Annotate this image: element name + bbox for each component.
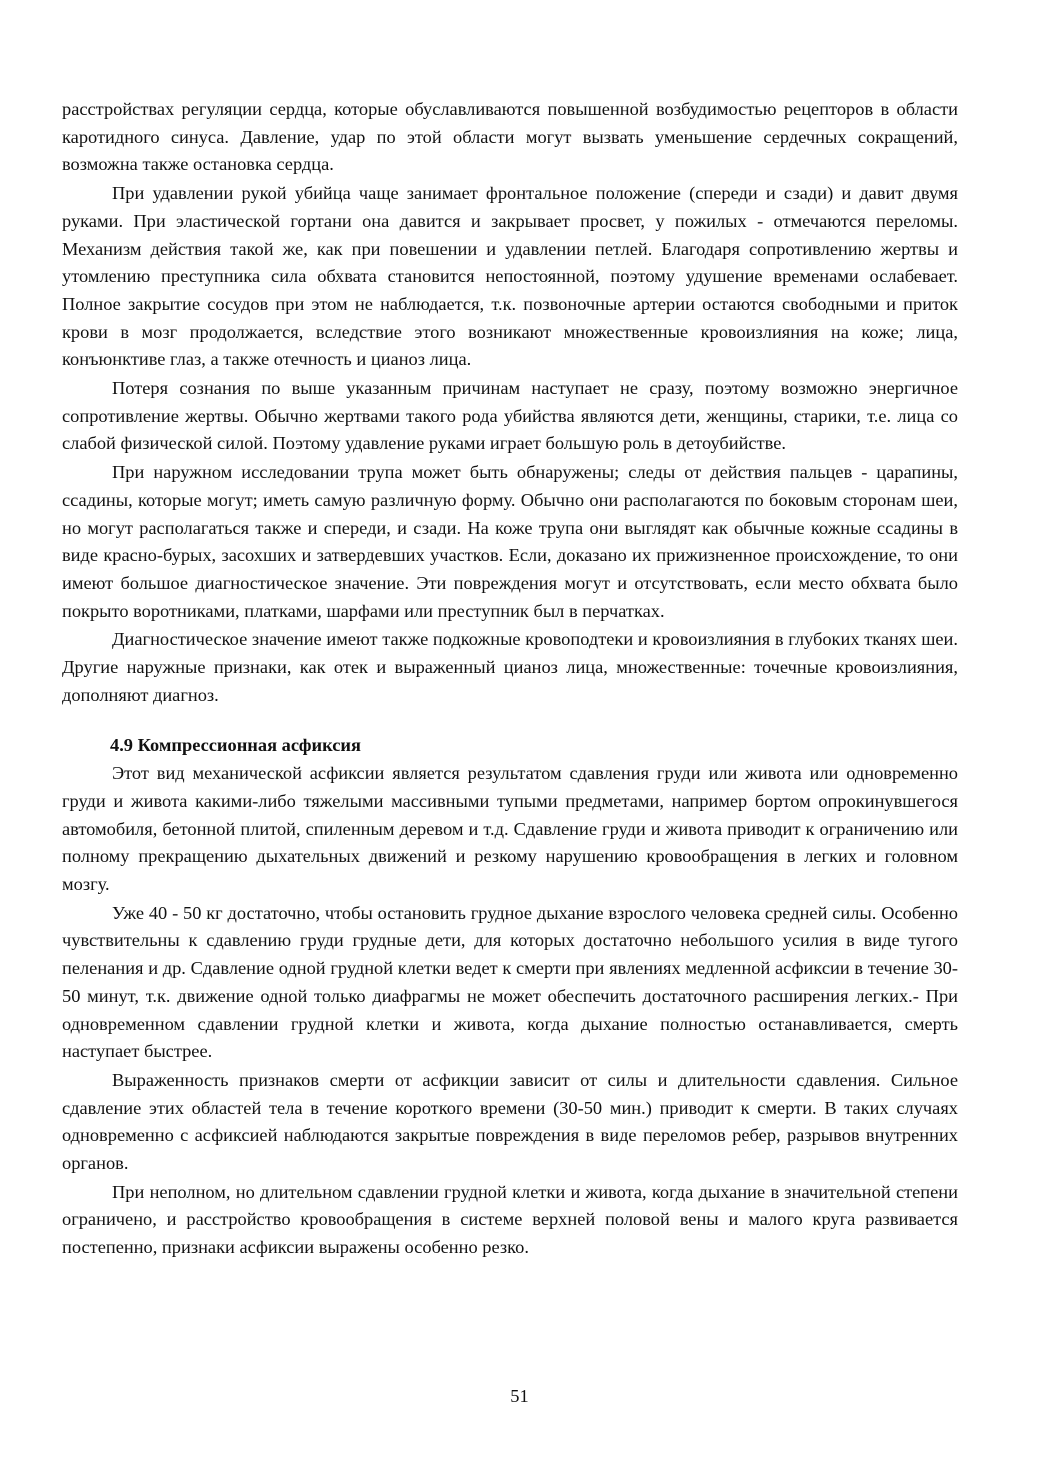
paragraph: При удавлении рукой убийца чаще занимает фронтальное положение (спереди и сзади) и давит двумя руками. При эластической гортани она давится и закрывает просвет, у пожилых - отмечаются переломы. Механизм действия такой же, как при повешении и удавлении петлей. Благодаря сопротивлению жертвы и утомлению преступника сила обхвата становится непостоянной, поэтому удушение временами ослабевает. Полное закрытие сосудов при этом не наблюдается, т.к. позвоночные артерии остаются свободными и приток крови в мозг продолжается, вследствие этого возникают множественные кровоизлияния на коже; лица, конъюнктиве глаз, а также отечность и цианоз лица. xyxy=(62,183,958,370)
paragraph: При неполном, но длительном сдавлении грудной клетки и живота, когда дыхание в значительной степени ограничено, и расстройство кровообращения в системе верхней половой вены и малого круга развивается постепенно, признаки асфиксии выражены особенно резко. xyxy=(62,1181,958,1258)
paragraph: Уже 40 - 50 кг достаточно, чтобы остановить грудное дыхание взрослого человека средней силы. Особенно чувствительны к сдавлению груди грудные дети, для которых достаточно небольшого усилия в виде тугого пеленания и др. Сдавление одной грудной клетки ведет к смерти при явлениях медленной асфиксии в течение 30-50 минут, т.к. движение одной только диафрагмы не может обеспечить достаточного расширения легких.- При одновременном сдавлении грудной клетки и живота, когда дыхание полностью останавливается, смерть наступает быстрее. xyxy=(62,902,958,1062)
page-number: 51 xyxy=(510,1386,529,1406)
page-body xyxy=(62,96,958,1263)
paragraph: Диагностическое значение имеют также подкожные кровоподтеки и кровоизлияния в глубоких тканях шеи. Другие наружные признаки, как отек и выраженный цианоз лица, множественные: точечные кровоизлияния, дополняют диагноз. xyxy=(62,629,958,705)
paragraph: Выраженность признаков смерти от асфикции зависит от силы и длительности сдавления. Сильное сдавление этих областей тела в течение короткого времени (30-50 мин.) приводит к смерти. В таких случаях одновременно с асфиксией наблюдаются закрытые повреждения в виде переломов ребер, разрывов внутренних органов. xyxy=(62,1069,958,1174)
paragraph: При наружном исследовании трупа может быть обнаружены; следы от действия пальцев - царапины, ссадины, которые могут; иметь самую различную форму. Обычно они располагаются по боковым сторонам шеи, но могут располагаться также и спереди, и сзади. На коже трупа они выглядят как обычные кожные ссадины в виде красно-бурых, засохших и затвердевших участков. Если, доказано их прижизненное происхождение, то они имеют большое диагностическое значение. Эти повреждения могут и отсутствовать, если место обхвата было покрыто воротниками, платками, шарфами или преступник был в перчатках. xyxy=(62,462,958,621)
section-heading: 4.9 Компрессионная асфиксия xyxy=(110,735,361,756)
paragraph: Потеря сознания по выше указанным причинам наступает не сразу, поэтому возможно энергичное сопротивление жертвы. Обычно жертвами такого рода убийства являются дети, женщины, старики, т.е. лица со слабой физической силой. Поэтому удавление руками играет большую роль в детоубийстве. xyxy=(62,378,958,454)
paragraph-continued: расстройствах регуляции сердца, которые обуславливаются повышенной возбудимостью рецепторов в области каротидного синуса. Давление, удар по этой области могут вызвать уменьшение сердечных сокращений, возможна также остановка сердца. xyxy=(62,99,958,175)
paragraph: Этот вид механической асфиксии является результатом сдавления груди или живота или одновременно груди и живота какими-либо тяжелыми массивными тупыми предметами, например бортом опрокинувшегося автомобиля, бетонной плитой, спиленным деревом и т.д. Сдавление груди и живота приводит к ограничению или полному прекращению дыхательных движений и резкому нарушению кровообращения в легких и головном мозгу. xyxy=(62,763,958,894)
